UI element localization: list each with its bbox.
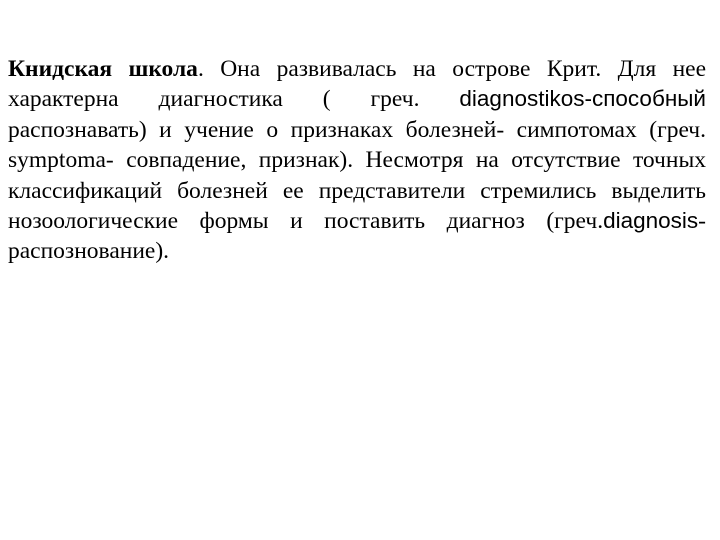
text-segment-5: -распознование). [8, 208, 706, 265]
text-segment-1: . Она развивалась на острове Крит. Для нее характерна диагностика ( греч. [8, 56, 707, 113]
body-paragraph [8, 54, 706, 267]
slide-heading: Книдская школа [8, 56, 198, 82]
text-segment-3: распознавать) и учение о признаках болезней- симпотомах (греч. symptoma- совпадение, признак). Несмотря на отсутствие точных классификаций болезней ее представители стремились выделить нозоологические формы и поставить диагноз (греч. [8, 116, 706, 235]
text-segment-4: diagnosis [603, 208, 699, 234]
text-segment-2: diagnostikos-способный [459, 86, 706, 112]
